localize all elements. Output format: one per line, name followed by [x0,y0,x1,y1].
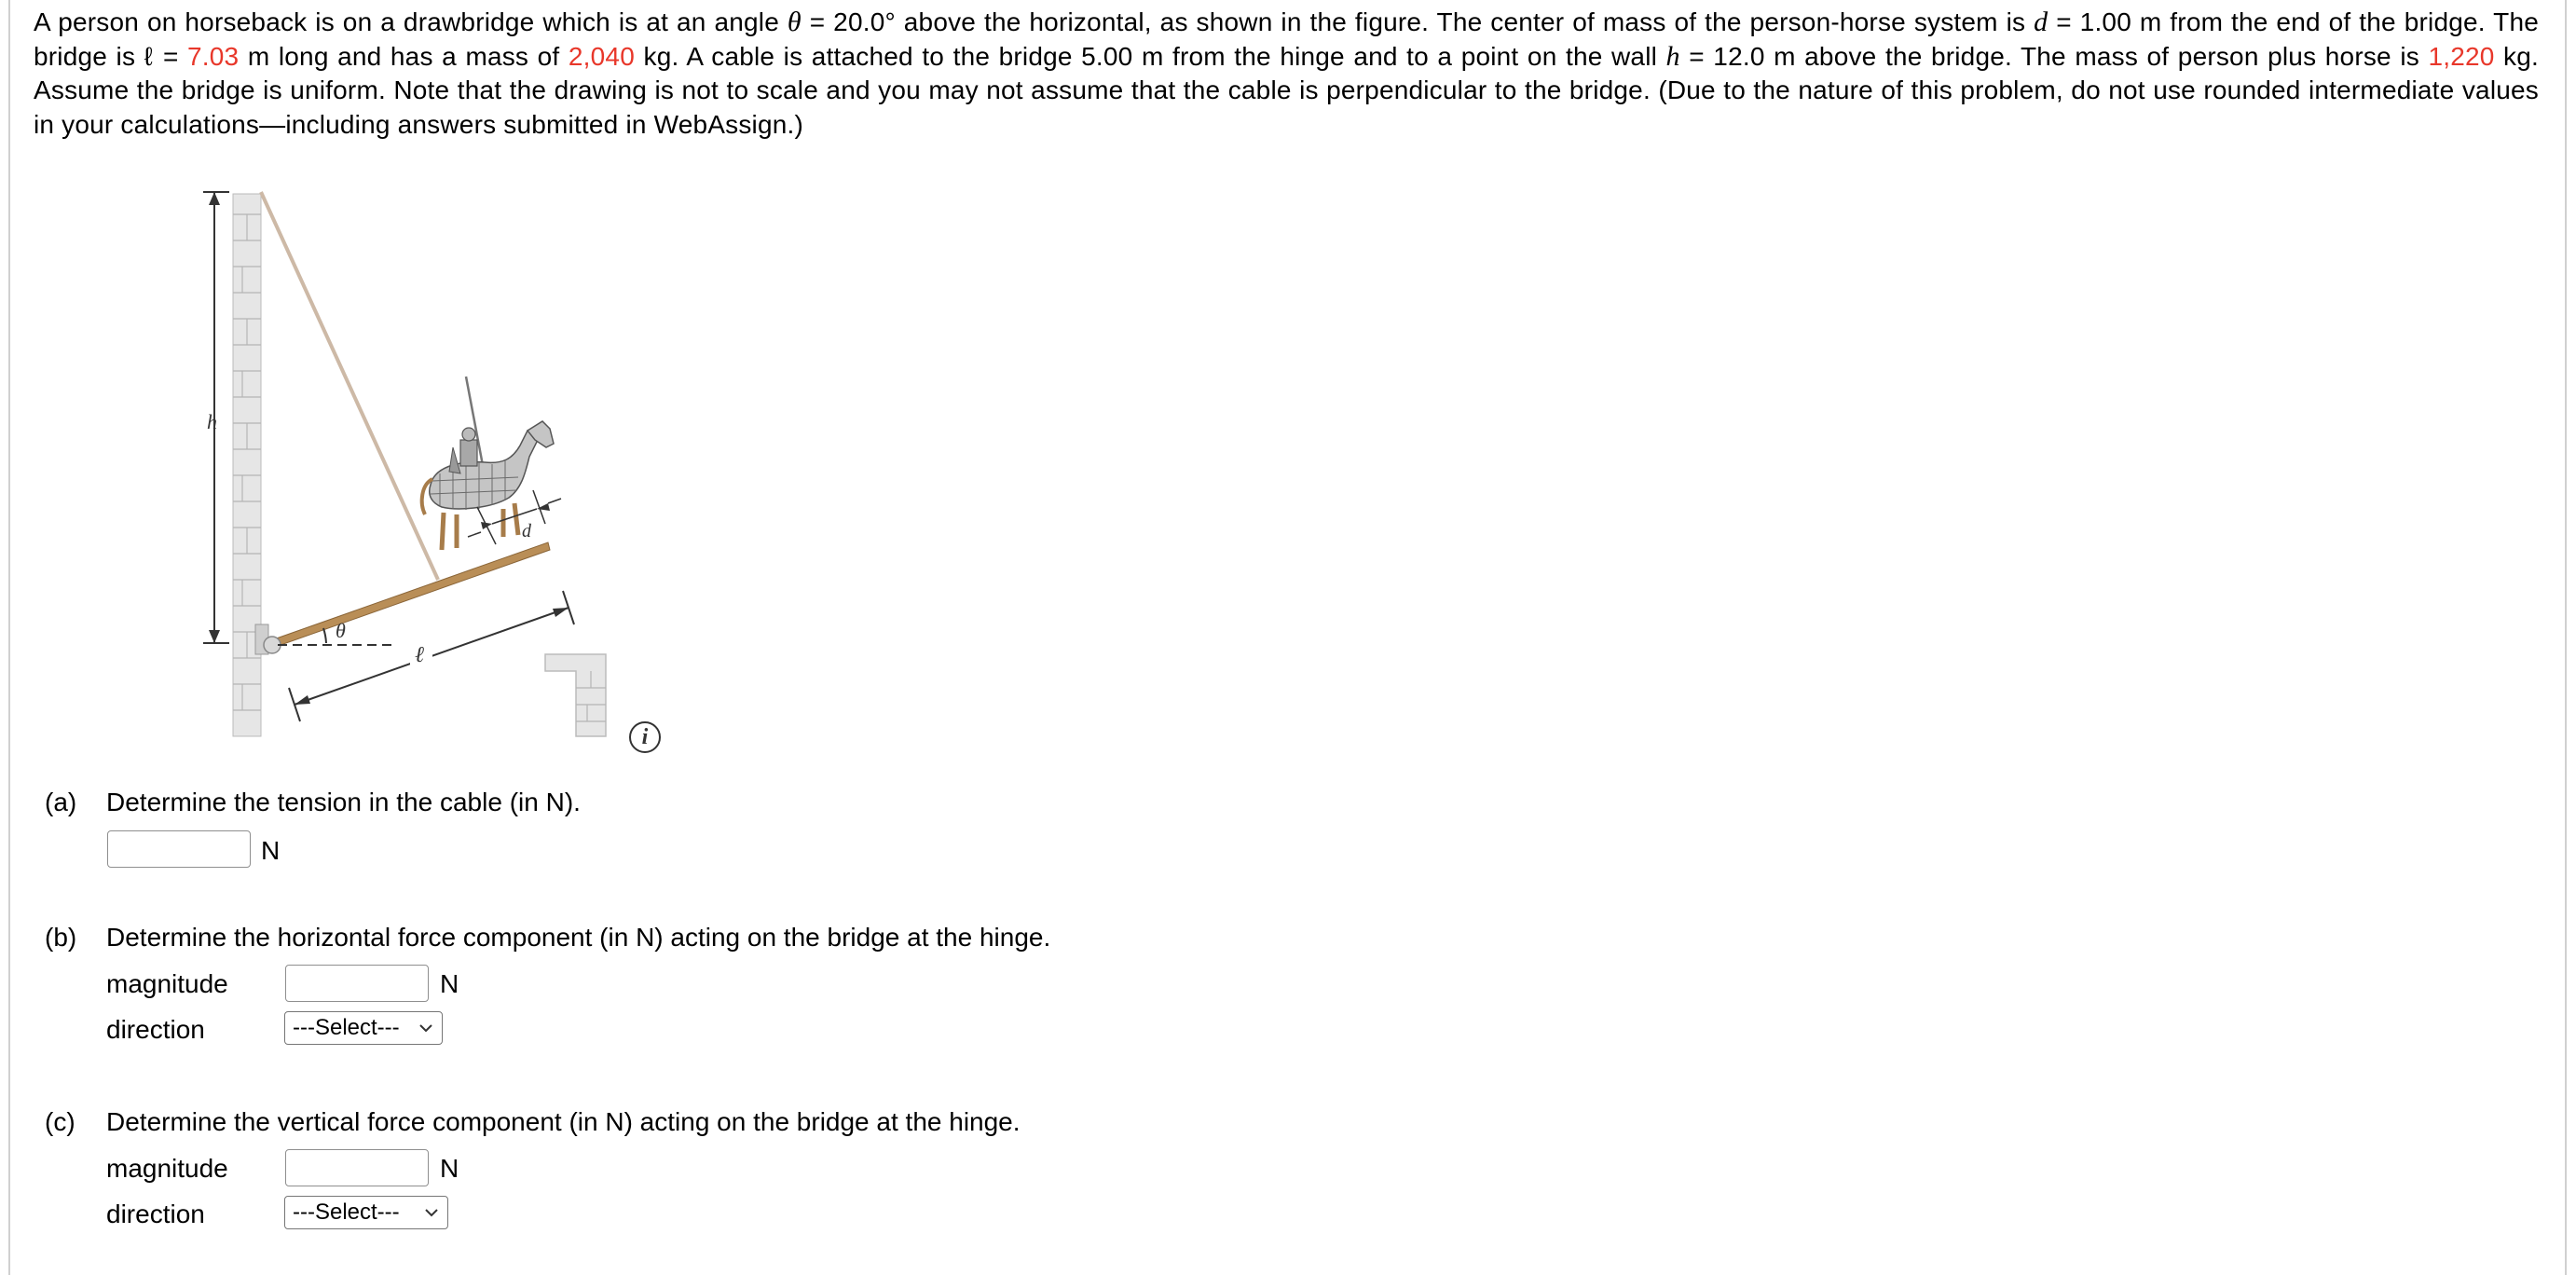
vertical-unit: N [440,1154,459,1183]
d-label: d [522,521,531,542]
part-a-question: Determine the tension in the cable (in N). [106,788,581,816]
part-b-magnitude-label: magnitude [106,969,228,998]
part-c-direction-label: direction [106,1200,205,1228]
horizontal-direction-value: ---Select--- [293,1015,400,1040]
theta-label: θ [336,619,346,642]
ell-label: ℓ [415,643,424,667]
far-wall [545,654,606,736]
horizontal-magnitude-input[interactable] [285,965,429,1002]
drawbridge-figure [177,177,671,755]
tension-input[interactable] [107,830,251,868]
part-b-question: Determine the horizontal force component (in N) acting on the bridge at the hinge. [106,923,1051,952]
horizontal-unit: N [440,969,459,998]
part-a-letter: (a) [45,788,77,816]
horizontal-direction-select[interactable] [284,1011,443,1045]
part-c-question: Determine the vertical force component (in N) acting on the bridge at the hinge. [106,1107,1021,1136]
chevron-down-icon [418,1012,434,1053]
vertical-direction-value: ---Select--- [293,1200,400,1225]
problem-statement: A person on horseback is on a drawbridge which is at an angle θ = 20.0° above the horizontal, as shown in the figure. The center of mass of the person-horse system is d = 1.00 m from the end of the bridge. The bridge is ℓ = 7.03 m long and has a mass of 2,040 kg. A cable is attached to the bridge 5.00 m from the hinge and to a point on the wall h = 12.0 m above the bridge. The mass of person plus horse is 1,220 kg. Assume the bridge is uniform. Note that the drawing is not to scale and you may not assume that the cable is perpendicular to the bridge. (Due to the nature of this problem, do not use rounded intermediate values in your calculations—including answers submitted in WebAssign.) [34,7,2540,139]
chevron-down-icon [423,1197,440,1238]
part-c-letter: (c) [45,1107,75,1136]
part-c-magnitude-label: magnitude [106,1154,228,1183]
vertical-direction-select[interactable] [284,1196,448,1229]
part-b-direction-label: direction [106,1015,205,1044]
cable [261,192,438,580]
rider-mass-value: 1,220 [2428,41,2495,71]
info-icon[interactable]: i [629,721,661,753]
h-label: h [207,410,217,433]
part-b-letter: (b) [45,923,77,952]
vertical-magnitude-input[interactable] [285,1149,429,1186]
bridge [268,542,550,649]
bridge-length-value: 7.03 [187,41,240,71]
bridge-mass-value: 2,040 [568,41,635,71]
tension-unit: N [261,836,281,865]
